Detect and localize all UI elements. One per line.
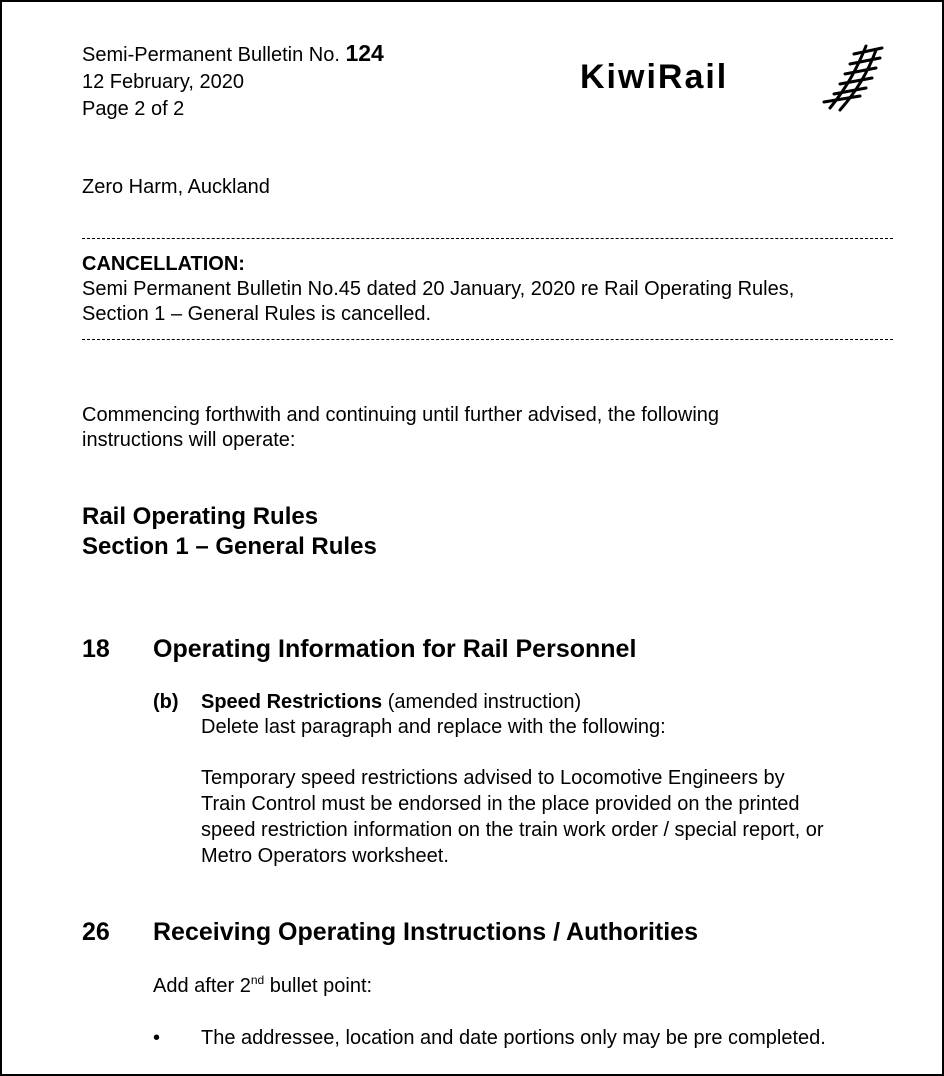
page-number: Page 2 of 2 <box>82 98 185 120</box>
track-icon <box>818 42 888 114</box>
add-instruction <box>153 973 373 997</box>
add-suffix: bullet point: <box>264 975 373 997</box>
add-prefix: Add after 2 <box>153 975 251 997</box>
dashed-divider-bottom <box>82 339 893 340</box>
paragraph-line-3: speed restriction information on the train work order / special report, or <box>201 819 824 841</box>
intro-line-1: Commencing forthwith and continuing until further advised, the following <box>82 404 720 426</box>
cancellation-line-2: Section 1 – General Rules is cancelled. <box>82 303 432 325</box>
kiwirail-logo <box>580 42 890 114</box>
bullet-text: The addressee, location and date portions only may be pre completed. <box>201 1027 826 1049</box>
bulletin-line <box>82 42 384 65</box>
bulletin-number: 124 <box>345 40 384 66</box>
subsection-title: Speed Restrictions <box>201 691 383 713</box>
paragraph-line-4: Metro Operators worksheet. <box>201 845 449 867</box>
instruction-line: Delete last paragraph and replace with the following: <box>201 716 666 738</box>
intro-line-2: instructions will operate: <box>82 429 296 451</box>
subsection-note: (amended instruction) <box>387 691 582 713</box>
subsection-label: (b) <box>153 691 179 713</box>
cancellation-line-1: Semi Permanent Bulletin No.45 dated 20 January, 2020 re Rail Operating Rules, <box>82 278 795 300</box>
bullet-icon: • <box>153 1027 161 1049</box>
cancellation-heading: CANCELLATION: <box>82 253 245 275</box>
rules-title-line-2: Section 1 – General Rules <box>82 533 377 560</box>
add-superscript: nd <box>250 973 265 987</box>
section-26-title: Receiving Operating Instructions / Authorities <box>153 918 698 946</box>
subsection-heading <box>201 692 581 712</box>
subject-line: Zero Harm, Auckland <box>82 176 270 198</box>
paragraph-line-1: Temporary speed restrictions advised to Locomotive Engineers by <box>201 767 785 789</box>
section-26-number: 26 <box>82 918 110 946</box>
section-18-number: 18 <box>82 635 110 663</box>
bulletin-label: Semi-Permanent Bulletin No. <box>82 44 340 66</box>
section-18-title: Operating Information for Rail Personnel <box>153 635 637 663</box>
logo-text: KiwiRail <box>580 58 729 96</box>
bulletin-date: 12 February, 2020 <box>82 71 244 93</box>
dashed-divider-top <box>82 238 893 239</box>
paragraph-line-2: Train Control must be endorsed in the place provided on the printed <box>201 793 800 815</box>
rules-title-line-1: Rail Operating Rules <box>82 503 319 530</box>
